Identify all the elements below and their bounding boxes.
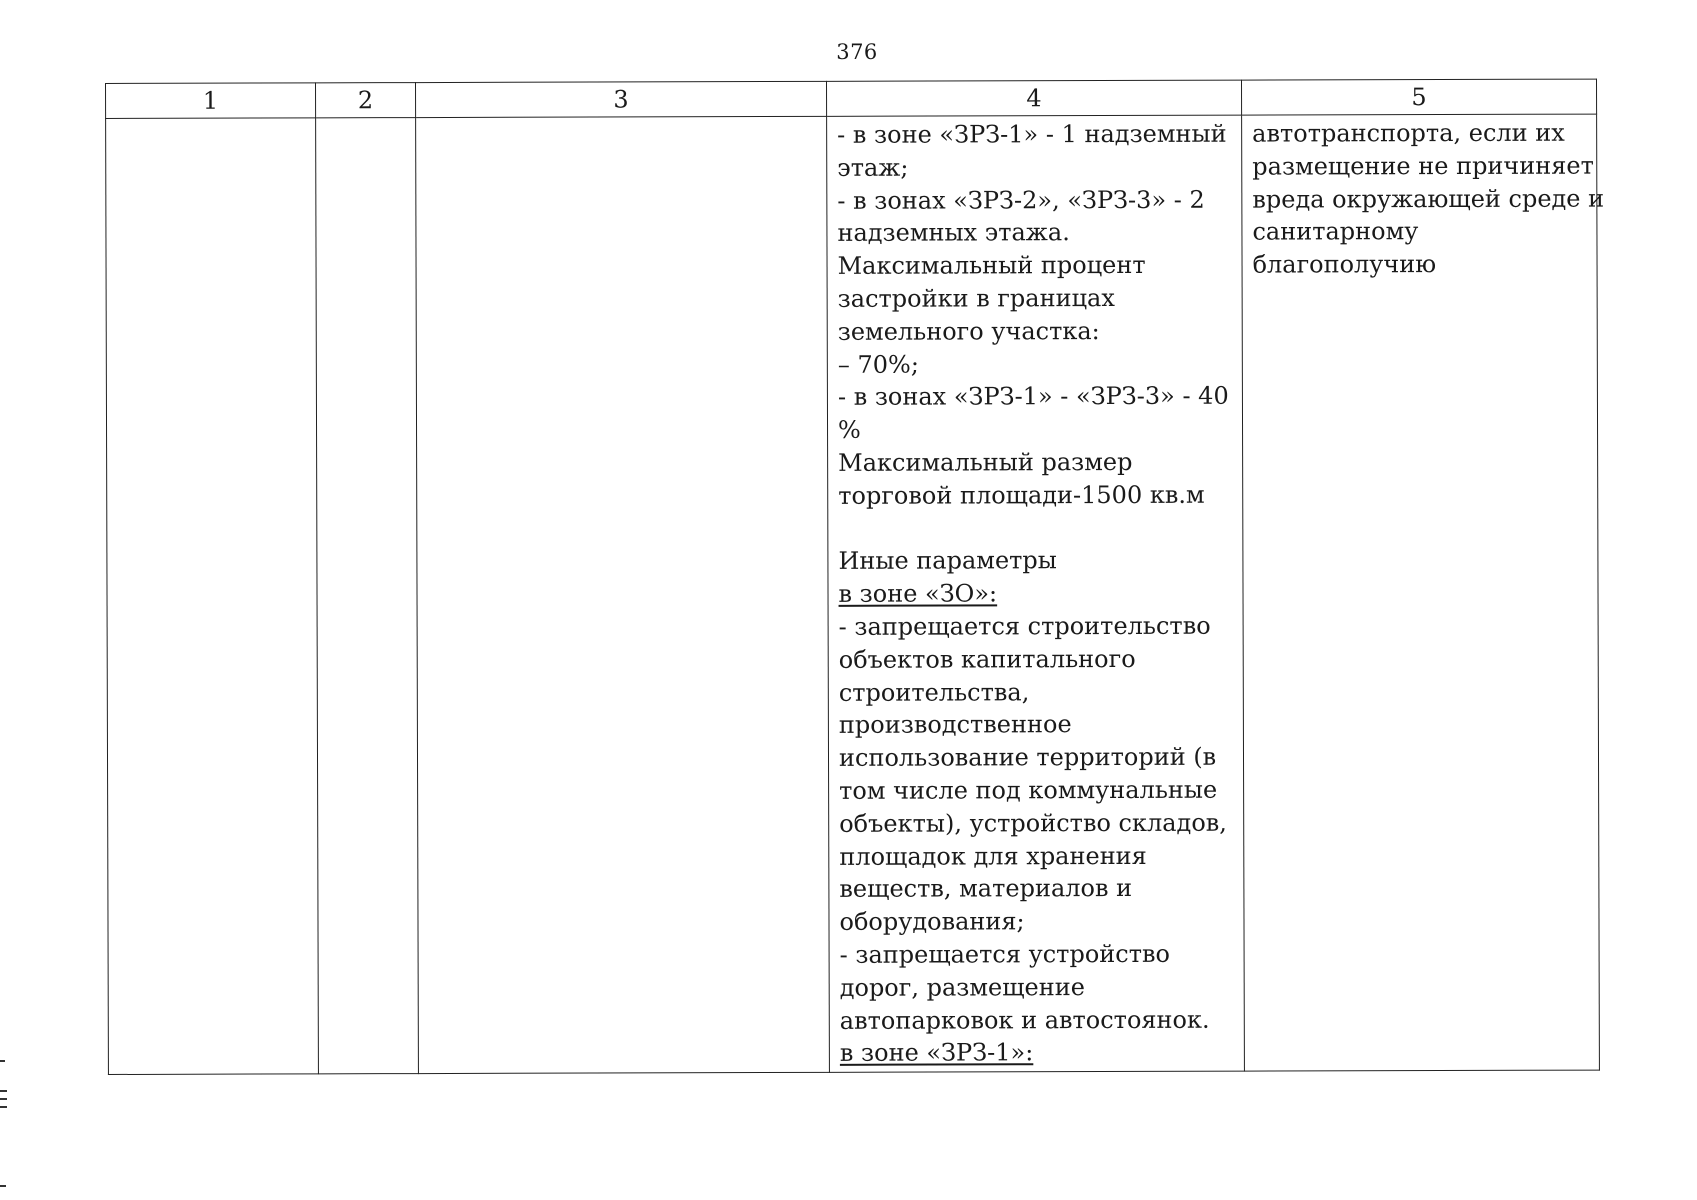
text-line: объекты), устройство складов, [839, 808, 1227, 838]
text-line: Иные параметры [838, 546, 1057, 576]
text-line: торговой площади-1500 кв.м [838, 480, 1205, 510]
table-row [106, 114, 1600, 1074]
text-line: автопарковок и автостоянок. [839, 1005, 1210, 1035]
cell-col-4 [827, 115, 1245, 1072]
margin-tick [0, 1060, 5, 1062]
text-line: - запрещается устройство [839, 939, 1170, 969]
text-line: дорог, размещение [839, 972, 1085, 1002]
text-line: % [837, 415, 861, 444]
table-header-row [106, 79, 1597, 118]
text-line: строительства, [838, 677, 1030, 707]
text-line: - в зоне «ЗРЗ-1» - 1 надземный [837, 119, 1227, 149]
zone-heading: в зоне «ЗРЗ-1»: [839, 1038, 1034, 1068]
text-line: производственное [838, 710, 1072, 740]
zone-heading: в зоне «ЗО»: [838, 579, 998, 608]
text-line: застройки в границах [837, 283, 1115, 313]
cell-col-5 [1242, 114, 1605, 1071]
text-line: этаж; [837, 153, 909, 182]
column-header-4: 4 [826, 80, 1241, 116]
column-header-3: 3 [416, 81, 827, 117]
document-table [105, 79, 1605, 1075]
scan-margin-marks [0, 1060, 10, 1190]
margin-tick [0, 1106, 7, 1108]
text-line: надземных этажа. [837, 218, 1070, 248]
cell-col-2 [316, 118, 419, 1074]
column-header-5: 5 [1241, 79, 1596, 115]
text-line: оборудования; [839, 907, 1025, 936]
margin-tick [0, 1185, 6, 1187]
text-line: – 70%; [837, 350, 919, 379]
text-line: объектов капитального [838, 644, 1136, 674]
margin-tick [0, 1090, 7, 1092]
cell-col-3 [416, 116, 830, 1073]
text-line: - запрещается строительство [838, 611, 1211, 641]
text-line: Максимальный размер [838, 447, 1133, 477]
blank-line [838, 511, 1234, 545]
text-line: - в зонах «ЗРЗ-2», «ЗРЗ-3» - 2 [837, 185, 1205, 215]
column-header-2: 2 [316, 83, 416, 118]
column-header-1: 1 [106, 83, 316, 119]
text-line: вреда окружающей среде и [1252, 184, 1605, 214]
text-line: земельного участка: [837, 316, 1100, 346]
text-line: веществ, материалов и [839, 874, 1133, 904]
page-number: 376 [836, 40, 878, 64]
text-line: - в зонах «ЗРЗ-1» - «ЗРЗ-3» - 40 [837, 382, 1229, 412]
col4-text [827, 116, 1244, 1070]
text-line: том числе под коммунальные [839, 775, 1218, 805]
text-line: автотранспорта, если их [1252, 118, 1565, 148]
margin-tick [0, 1098, 7, 1100]
text-line: размещение не причиняет [1252, 151, 1594, 181]
text-line: Максимальный процент [837, 251, 1146, 281]
text-line: благополучию [1252, 250, 1437, 279]
text-line: площадок для хранения [839, 841, 1147, 871]
text-line: санитарному [1252, 217, 1419, 246]
cell-col-1 [106, 118, 319, 1075]
text-line: использование территорий (в [838, 742, 1217, 772]
col5-text [1242, 115, 1605, 282]
